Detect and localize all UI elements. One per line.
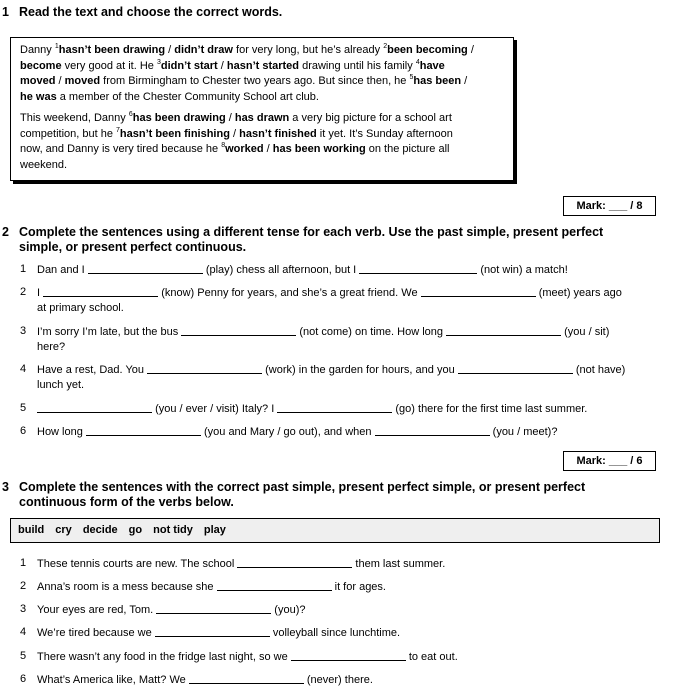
item-text: (go) there for the first time last summer. [395, 403, 588, 415]
item-text: here? [37, 340, 66, 353]
section-title-line-2: continuous form of the verbs below. [19, 495, 234, 509]
section-number: 3 [2, 480, 9, 494]
item-text: Dan and I [37, 264, 88, 276]
item-text: (you / meet)? [492, 426, 558, 438]
answer-blank[interactable] [458, 362, 573, 374]
paragraph-2: This weekend, Danny $^6$has been drawing / has drawn a very big picture for a school art competition, but he $^7$hasn’t been finishing / hasn’t finished it yet. It’s Sunday afternoon now, and Danny is very tired because he $^8$worked / has been working on the picture all weekend. [20, 111, 453, 171]
item-text: (you / ever / visit) Italy? I [155, 403, 278, 415]
item-text: (you)? [274, 604, 306, 616]
answer-blank[interactable] [43, 285, 158, 297]
word-bank-item: build [18, 524, 45, 536]
word-bank-item: not tidy [153, 524, 193, 536]
item-text: (you / sit) [564, 326, 610, 338]
answer-blank[interactable] [359, 262, 477, 274]
choice-4a-cont[interactable]: moved [20, 75, 56, 87]
answer-blank[interactable] [155, 625, 270, 637]
item-text: (you and Mary / go out), and when [203, 426, 375, 438]
item-text: I’m sorry I’m late, but the bus [37, 326, 182, 338]
choice-4a[interactable]: have [419, 59, 445, 72]
section-title-line-1: Complete the sentences using a different tense for each verb. Use the past simple, present perfect [19, 225, 604, 239]
item-text: Have a rest, Dad. You [37, 364, 148, 376]
item-text: (never) there. [306, 674, 373, 686]
section-title-line-2: simple, or present perfect continuous. [19, 240, 247, 254]
item-text: We’re tired because we [37, 627, 155, 639]
answer-blank[interactable] [37, 401, 152, 413]
item-number: 3 [20, 603, 27, 615]
answer-blank[interactable] [291, 649, 406, 661]
choice-7b[interactable]: hasn’t finished [239, 127, 317, 140]
choice-6b[interactable]: has drawn [234, 112, 290, 124]
word-bank-item: go [128, 524, 143, 536]
item-text: (know) Penny for years, and she’s a great friend. We [161, 287, 421, 299]
item-number: 1 [20, 263, 27, 275]
item-text: How long [37, 426, 86, 438]
reading-text-box [10, 37, 514, 181]
answer-blank[interactable] [375, 424, 490, 436]
item-text: them last summer. [355, 558, 446, 570]
answer-blank[interactable] [156, 602, 271, 614]
word-bank-item: decide [82, 524, 118, 536]
answer-blank[interactable] [88, 262, 203, 274]
answer-blank[interactable] [446, 324, 561, 336]
answer-blank[interactable] [86, 424, 201, 436]
choice-3b[interactable]: hasn’t started [226, 59, 300, 72]
item-text: it for ages. [334, 581, 386, 593]
item-text: (play) chess all afternoon, but I [205, 264, 360, 276]
item-text: (not win) a match! [480, 264, 568, 276]
paragraph-1: Danny $^1$hasn’t been drawing / didn’t draw for very long, but he’s already $^2$been becoming / become very good at it. He $^3$didn’t start / hasn’t started drawing until his family $^4$have moved / moved from Birmingham to Chester two years ago. But since then, he $^5$has been / he was a member of the Chester Community School art club. [20, 43, 474, 103]
answer-blank[interactable] [277, 401, 392, 413]
choice-2a[interactable]: been becoming [387, 44, 468, 56]
item-number: 6 [20, 673, 27, 685]
choice-7a[interactable]: hasn’t been finishing [119, 127, 230, 140]
item-text: (not have) [575, 364, 626, 376]
choice-5a[interactable]: has been [413, 75, 462, 87]
section-title-line-1: Complete the sentences with the correct past simple, present perfect simple, or present perfect [19, 480, 586, 494]
mark-box: Mark: ___ / 8 [563, 196, 656, 216]
answer-blank[interactable] [421, 285, 536, 297]
word-bank-item: cry [55, 524, 72, 536]
item-number: 1 [20, 557, 27, 569]
section-title: Read the text and choose the correct words. [19, 5, 283, 19]
item-text: Anna’s room is a mess because she [37, 581, 217, 593]
section-number: 1 [2, 5, 9, 19]
item-text: There wasn’t any food in the fridge last night, so we [37, 651, 291, 663]
item-text: I [37, 287, 44, 299]
choice-5b[interactable]: he was [20, 90, 57, 103]
item-number: 5 [20, 402, 27, 414]
mark-box: Mark: ___ / 6 [563, 451, 656, 471]
item-number: 6 [20, 425, 27, 437]
choice-3a[interactable]: didn’t start [160, 59, 218, 72]
item-number: 2 [20, 580, 27, 592]
item-text: These tennis courts are new. The school [37, 558, 238, 570]
item-number: 4 [20, 626, 27, 638]
section-number: 2 [2, 225, 9, 239]
choice-8b[interactable]: has been working [272, 143, 366, 155]
word-bank-item: play [203, 524, 226, 536]
item-text: What’s America like, Matt? We [37, 674, 189, 686]
choice-2b[interactable]: become [20, 59, 62, 72]
item-number: 2 [20, 286, 27, 298]
word-bank [10, 518, 660, 543]
answer-blank[interactable] [237, 556, 352, 568]
answer-blank[interactable] [147, 362, 262, 374]
item-number: 3 [20, 325, 27, 337]
item-text: (work) in the garden for hours, and you [265, 364, 458, 376]
item-text: volleyball since lunchtime. [272, 627, 401, 639]
item-text: (meet) years ago [538, 287, 622, 299]
answer-blank[interactable] [181, 324, 296, 336]
item-text: at primary school. [37, 301, 124, 314]
item-number: 4 [20, 363, 27, 375]
choice-8a[interactable]: worked [225, 143, 264, 155]
choice-1b[interactable]: didn’t draw [174, 44, 233, 56]
choice-6a[interactable]: has been drawing [132, 112, 226, 124]
item-text: Your eyes are red, Tom. [37, 604, 157, 616]
choice-1a[interactable]: hasn’t been drawing [58, 44, 166, 56]
answer-blank[interactable] [217, 579, 332, 591]
item-text: (not come) on time. How long [299, 326, 447, 338]
item-text: lunch yet. [37, 378, 85, 391]
item-text: to eat out. [408, 651, 458, 663]
choice-4b[interactable]: moved [64, 75, 101, 87]
item-number: 5 [20, 650, 27, 662]
answer-blank[interactable] [189, 672, 304, 684]
